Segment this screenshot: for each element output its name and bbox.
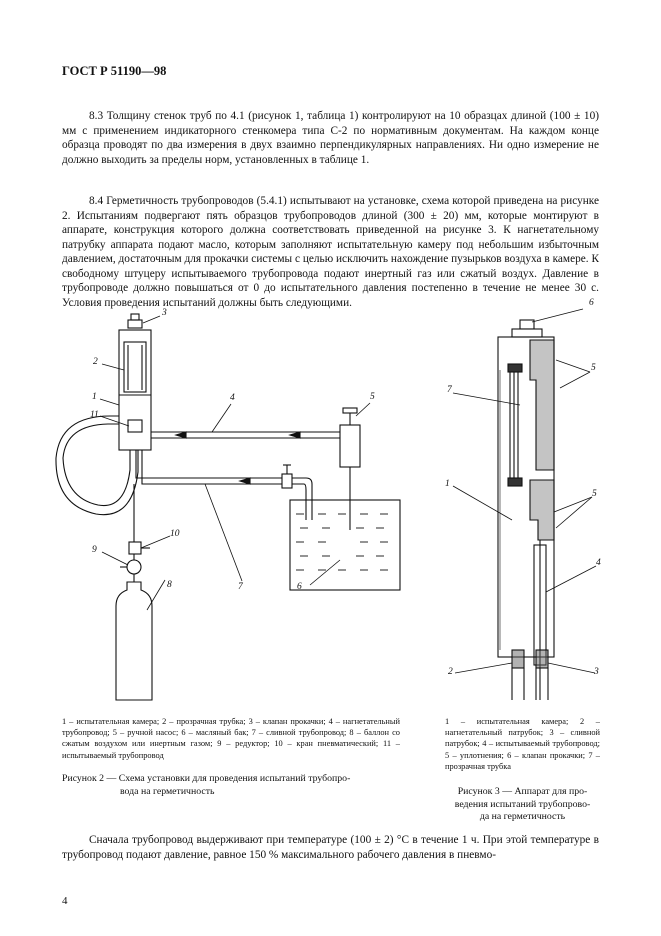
paragraph-8-4: 8.4 Герметичность трубопроводов (5.4.1) испытывают на установке, схема которой приведена на рисунке 2. Испытаниям подвергают пять образцов трубопроводов длиной (300 ± 20) мм, которые монтируют в аппарате, конструкция которого должна соответствовать приведенной на рисунке 3. К нагнетательному патрубку аппарата подают масло, которым заполняют испытательную камеру под небольшим избыточным давлением, достаточным для прокачки системы с целью исключить нахождение пузырьков воздуха в камере. К свободному штуцеру испытываемого трубопровода подают инертный газ или сжатый воздух. Давление в трубопроводе должно повышаться от 0 до испытательного давления постепенно в течение не менее 30 с. Условия проведения испытаний должны быть следующими. xyxy=(62,195,599,309)
fig3-label-7: 7 xyxy=(447,385,452,395)
fig2-drain-line xyxy=(136,450,282,478)
fig3-label-3: 3 xyxy=(594,667,599,677)
fig2-label-3: 3 xyxy=(162,308,167,318)
fig3-label-5-top: 5 xyxy=(591,363,596,373)
paragraph-final: Сначала трубопровод выдерживают при температуре (100 ± 2) °С в течение 1 ч. При этой температуре в трубопровод подают давление, равное 150 % максимального рабочего давления в пневмо- xyxy=(62,834,599,861)
fig2-label-4: 4 xyxy=(230,393,235,403)
fig2-tested-pipeline xyxy=(63,424,130,506)
fig2-valve-3 xyxy=(128,320,142,328)
fig2-gas-cylinder xyxy=(116,582,152,700)
fig2-caption-line2: вода на герметичность xyxy=(120,785,215,797)
document-header: ГОСТ Р 51190—98 xyxy=(62,64,167,78)
fig2-label-2: 2 xyxy=(93,357,98,367)
fig2-label-6: 6 xyxy=(297,582,302,592)
fig2-label-11: 11 xyxy=(90,410,99,420)
fig3-caption xyxy=(445,786,600,824)
fig3-caption-line2: ведения испытаний трубопрово- xyxy=(454,798,591,810)
fig3-label-4: 4 xyxy=(596,558,601,568)
fig2-label-1: 1 xyxy=(92,392,97,402)
fig2-reducer xyxy=(127,560,141,574)
fig3-caption-line3: да на герметичность xyxy=(479,811,566,823)
figure-3-diagram xyxy=(453,309,596,700)
fig2-label-9: 9 xyxy=(92,545,97,555)
fig2-caption xyxy=(62,773,402,798)
fig2-label-5: 5 xyxy=(370,392,375,402)
fig2-transparent-tube xyxy=(124,342,146,392)
fig2-legend: 1 – испытательная камера; 2 – прозрачная трубка; 3 – клапан прокачки; 4 – нагнетательный трубопровод; 5 – ручной насос; 6 – масляный бак; 7 – сливной трубопровод; 8 – баллон со сжатым воздухом или инертным газом; 9 – редуктор; 10 – кран пневматический; 11 – испытываемый трубопровод xyxy=(62,717,400,760)
fig2-label-8: 8 xyxy=(167,580,172,590)
fig3-label-5-bottom: 5 xyxy=(592,489,597,499)
fig3-legend: 1 – испытательная камера; 2 – нагнетательный патрубок; 3 – сливной патрубок; 4 – испытываемый трубопровод; 5 – уплотнения; 6 – клапан прокачки; 7 – прозрачная трубка xyxy=(445,717,600,771)
fig2-caption-line1: Рисунок 2 — Схема установки для проведения испытаний трубопро- xyxy=(62,773,351,784)
fig2-hand-pump xyxy=(340,425,360,467)
page-number: 4 xyxy=(62,895,68,907)
fig3-label-6: 6 xyxy=(589,298,594,308)
fig3-caption-line1: Рисунок 3 — Аппарат для про- xyxy=(457,786,588,797)
paragraph-8-3: 8.3 Толщину стенок труб по 4.1 (рисунок 1, таблица 1) контролируют на 10 образцах длиной (100 ± 10) мм с применением индикаторного стенкомера типа С-2 по нормативным документам. На каждом конце образца проводят по два измерения в двух взаимно перпендикулярных направлениях. Ни одно измерение не должно выходить за пределы норм, установленных в таблице 1. xyxy=(62,110,599,166)
fig3-label-2: 2 xyxy=(448,667,453,677)
fig3-label-1: 1 xyxy=(445,479,450,489)
fig2-label-10: 10 xyxy=(170,529,180,539)
fig2-label-7: 7 xyxy=(238,582,243,592)
fig2-pneumatic-valve xyxy=(129,542,141,554)
